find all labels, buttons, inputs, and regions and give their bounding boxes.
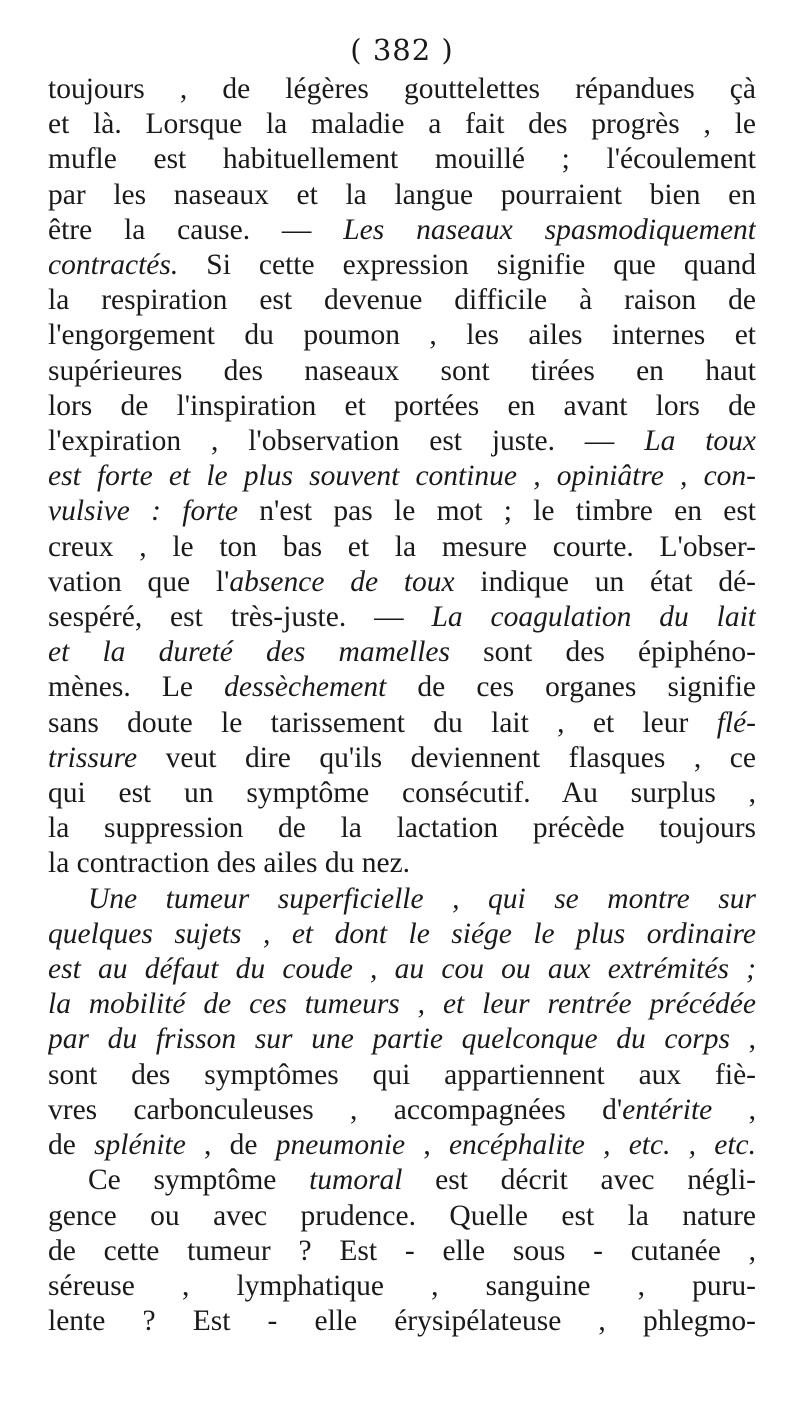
text-line (48, 142, 756, 177)
text-line (48, 530, 756, 565)
text-segment: Si cette expression signifie que quand (178, 249, 756, 282)
text-line (48, 1093, 756, 1128)
text-segment: Ce symptôme (88, 1164, 310, 1197)
italic-text-segment: trissure (48, 741, 138, 774)
text-segment: vres carbonculeuses , accompagnées d' (48, 1093, 623, 1126)
italic-text-segment: encéphalite , etc. , etc. (448, 1129, 756, 1162)
italic-text-segment: par du frisson sur une partie quelconque du corps (48, 1023, 730, 1056)
text-segment: creux , le ton bas et la mesure courte. L'obser- (48, 530, 756, 563)
italic-text-segment: Une tumeur superficielle , qui se montre sur (88, 882, 756, 915)
italic-text-segment: absence de toux (229, 565, 455, 598)
italic-text-segment: quelques sujets , et dont le siége le plus ordinaire (48, 917, 756, 950)
text-line (48, 318, 756, 353)
italic-text-segment: pneumonie (275, 1129, 406, 1162)
text-segment: mufle est habituellement mouillé ; l'écoulement (48, 143, 756, 176)
text-line (48, 670, 756, 705)
text-line (48, 741, 756, 776)
text-line (48, 635, 756, 670)
text-segment: la contraction des ailes du nez. (48, 847, 411, 880)
text-line (48, 776, 756, 811)
text-segment: toujours , de légères gouttelettes répandues çà (48, 73, 756, 105)
text-segment: supérieures des naseaux sont tirées en haut (48, 354, 756, 387)
text-line (48, 1199, 756, 1234)
text-segment: , de (185, 1129, 276, 1162)
text-segment: sont des symptômes qui appartiennent aux fiè- (48, 1058, 756, 1091)
text-line (48, 846, 756, 881)
text-segment: est décrit avec négli- (402, 1164, 756, 1197)
text-segment: n'est pas le mot ; le timbre en est (238, 495, 756, 528)
italic-text-segment: et la dureté des mamelles (48, 636, 450, 669)
italic-text-segment: vulsive : (48, 495, 162, 528)
text-segment: séreuse , lymphatique , sanguine , puru- (48, 1269, 756, 1302)
text-segment: lors de l'inspiration et portées en avant lors de (48, 389, 756, 422)
text-line (48, 459, 756, 494)
text-line (48, 72, 756, 107)
italic-text-segment: splénite (94, 1129, 186, 1162)
italic-text-segment: est au défaut du coude , au cou ou aux extrémités ; (48, 953, 756, 986)
text-line (48, 283, 756, 318)
body-text (48, 72, 756, 1339)
text-line (48, 248, 756, 283)
text-line (48, 1022, 756, 1057)
text-segment: la respiration est devenue difficile à raison de (48, 284, 756, 317)
italic-text-segment: flé- (716, 706, 756, 739)
text-segment: être la cause. — (48, 213, 344, 246)
italic-text-segment: la mobilité de ces tumeurs , et leur rentrée précédée (48, 988, 756, 1021)
text-segment: de ces organes signifie (386, 671, 756, 704)
text-segment: par les naseaux et la langue pourraient bien en (48, 178, 756, 211)
italic-text-segment: La toux (644, 425, 756, 458)
text-line (48, 811, 756, 846)
italic-text-segment: Les naseaux spasmodiquement (343, 213, 756, 246)
text-line (48, 494, 756, 529)
text-segment: gence ou avec prudence. Quelle est la nature (48, 1199, 756, 1232)
text-segment: l'expiration , l'observation est juste. — (48, 425, 645, 458)
text-segment: la suppression de la lactation précède toujours (48, 812, 756, 845)
text-line (48, 565, 756, 600)
text-line (48, 1058, 756, 1093)
italic-text-segment: contractés. (48, 249, 179, 282)
text-line (48, 213, 756, 248)
text-segment: sespéré, est très-juste. — (48, 601, 432, 634)
text-line (48, 1163, 756, 1198)
text-line (48, 424, 756, 459)
text-line (48, 1304, 756, 1339)
text-segment: mènes. Le (48, 671, 225, 704)
text-line (48, 882, 756, 917)
text-line (48, 1128, 756, 1163)
text-segment: sont des épiphéno- (449, 636, 756, 669)
italic-text-segment: entérite (622, 1093, 713, 1126)
text-segment: et là. Lorsque la maladie a fait des progrès , le (48, 108, 756, 141)
text-segment: l'engorgement du poumon , les ailes internes et (48, 319, 756, 352)
italic-text-segment: La coagulation du lait (431, 601, 756, 634)
text-segment: lente ? Est - elle érysipélateuse , phlegmo- (48, 1305, 756, 1338)
text-segment: de (48, 1129, 95, 1162)
text-segment (161, 495, 182, 527)
text-line (48, 354, 756, 389)
text-segment: , (405, 1129, 449, 1162)
text-line (48, 107, 756, 142)
text-segment: indique un état dé- (454, 565, 756, 598)
italic-text-segment: tumoral (309, 1164, 403, 1197)
text-line (48, 917, 756, 952)
text-line (48, 987, 756, 1022)
text-segment: sans doute le tarissement du lait , et leur (48, 706, 717, 739)
text-segment: qui est un symptôme consécutif. Au surplus , (48, 777, 756, 810)
text-segment: vation que l' (48, 565, 230, 598)
italic-text-segment: est forte et le plus souvent continue , opiniâtre , con- (48, 460, 756, 493)
text-segment: , (712, 1093, 756, 1126)
text-line (48, 178, 756, 213)
text-segment: , (729, 1023, 756, 1056)
italic-text-segment: forte (182, 495, 239, 528)
text-line (48, 1269, 756, 1304)
text-line (48, 952, 756, 987)
text-line (48, 600, 756, 635)
text-segment: veut dire qu'ils deviennent flasques , ce (137, 741, 756, 774)
italic-text-segment: dessèchement (224, 671, 387, 704)
text-line (48, 1234, 756, 1269)
page-number: ( 382 ) (350, 33, 454, 67)
text-segment: de cette tumeur ? Est - elle sous - cutanée , (48, 1234, 756, 1267)
text-line (48, 389, 756, 424)
text-line (48, 706, 756, 741)
